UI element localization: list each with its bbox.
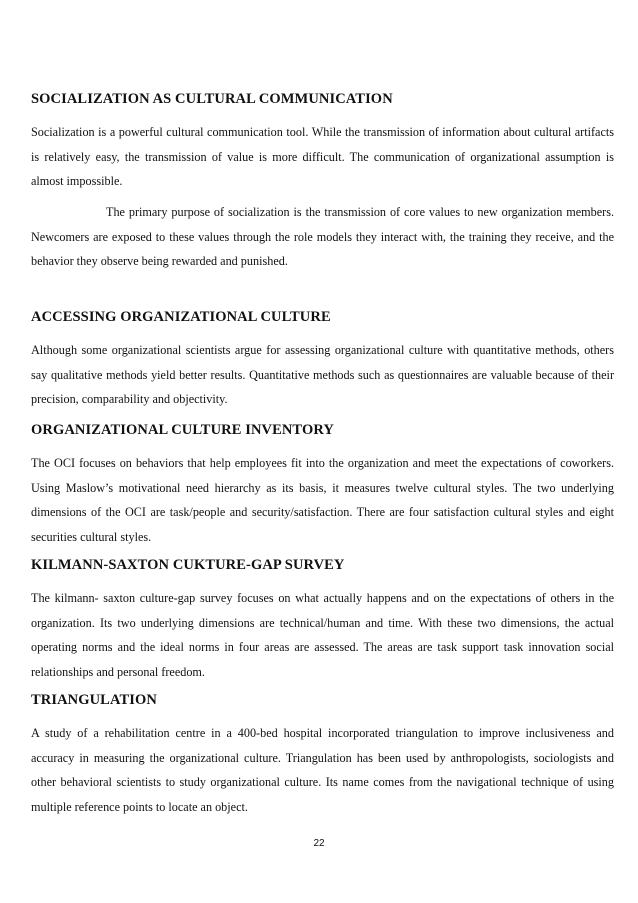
heading-accessing: ACCESSING ORGANIZATIONAL CULTURE (31, 309, 331, 325)
paragraph-kilmann-1: The kilmann- saxton culture-gap survey focuses on what actually happens and on the expectations of others in the organization. Its two underlying dimensions are technical/human and time. With these two dimensions, the actual operating norms and the ideal norms in four areas are assessed. The areas are task support task innovation social relationships and personal freedom. (31, 591, 614, 679)
heading-triangulation: TRIANGULATION (31, 692, 157, 708)
paragraph-triangulation-1: A study of a rehabilitation centre in a 400-bed hospital incorporated triangulation to improve inclusiveness and accuracy in measuring the organizational culture. Triangulation has been used by anthropologists, sociologists and other behavioral scientists to study organizational culture. Its name comes from the navigational technique of using multiple reference points to locate an object. (31, 726, 614, 814)
heading-kilmann: KILMANN-SAXTON CUKTURE-GAP SURVEY (31, 557, 345, 573)
paragraph-socialization-1: Socialization is a powerful cultural communication tool. While the transmission of information about cultural artifacts is relatively easy, the transmission of value is more difficult. The communication of organizational assumption is almost impossible. (31, 125, 614, 188)
page-number: 22 (313, 838, 325, 849)
paragraph-inventory-1: The OCI focuses on behaviors that help employees fit into the organization and meet the expectations of coworkers. Using Maslow’s motivational need hierarchy as its basis, it measures twelve cultural styles. The two underlying dimensions of the OCI are task/people and security/satisfaction. There are four satisfaction cultural styles and eight securities cultural styles. (31, 456, 614, 544)
paragraph-accessing-1: Although some organizational scientists argue for assessing organizational culture with quantitative methods, others say qualitative methods yield better results. Quantitative methods such as questionnaires are valuable because of their precision, comparability and objectivity. (31, 343, 614, 406)
paragraph-socialization-2: The primary purpose of socialization is the transmission of core values to new organization members. Newcomers are exposed to these values through the role models they interact with, the training they receive, and the behavior they observe being rewarded and punished. (31, 205, 614, 268)
heading-inventory: ORGANIZATIONAL CULTURE INVENTORY (31, 422, 334, 438)
heading-socialization: SOCIALIZATION AS CULTURAL COMMUNICATION (31, 91, 393, 107)
